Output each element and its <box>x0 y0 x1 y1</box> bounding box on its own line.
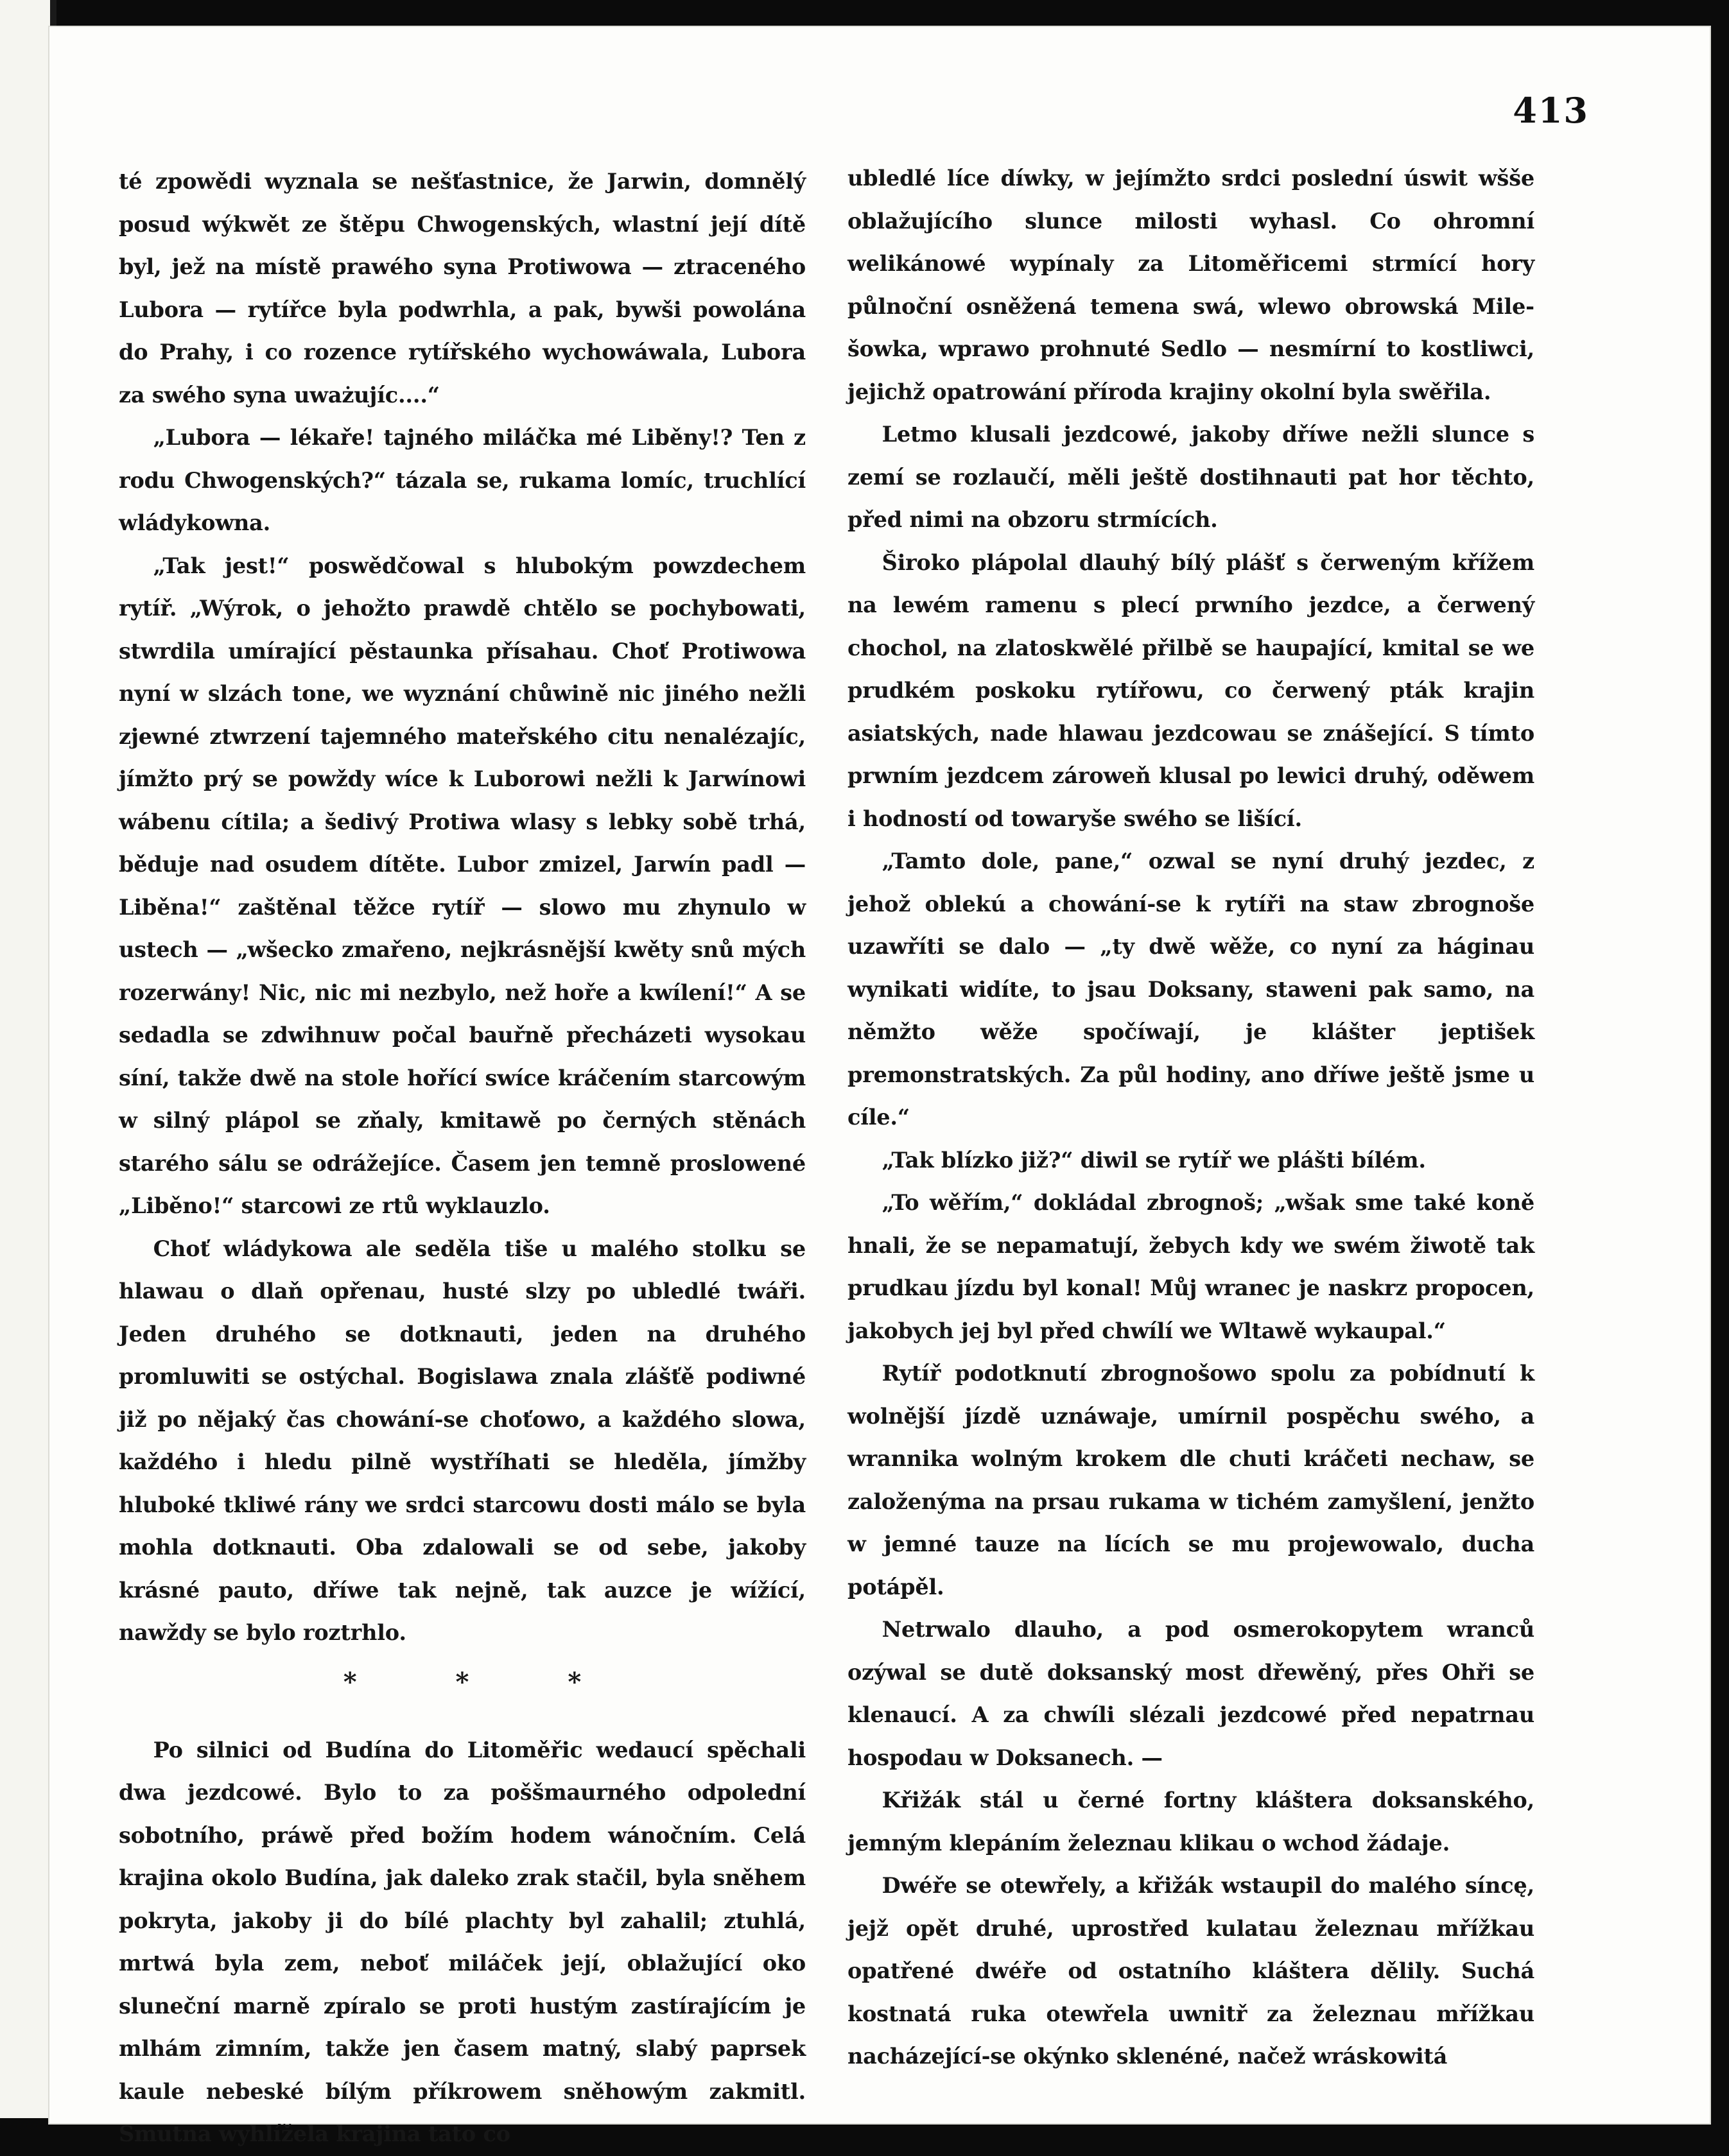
right-text-column <box>847 157 1534 2078</box>
paragraph: Po silnici od Budína do Litoměřic wedaucí spěchali dwa jezdcowé. Bylo to za poššmaurného odpolední sobotního, práwě před božím hodem wánočním. Celá krajina okolo Budína, jak daleko zrak stačil, byla sněhem pokryta, jakoby ji do bílé plachty byl zahalil; ztuhlá, mrtwá byla zem, neboť miláček její, oblažující oko sluneční marně zpíralo se proti hustým zastírajícím je mlhám zimním, takže jen časem matný, slabý paprsek kaule nebeské bílým příkrowem sněhowým zakmitl. Smutna wyhlížela krajina tato co <box>119 1737 806 2146</box>
paragraph: „To wěřím,“ dokládal zbrognoš; „wšak sme také koně hnali, že se nepamatují, žebych kdy we swém žiwotě tak prudkau jízdu byl konal! Můj wranec je naskrz propocen, jakobych jej byl před chwílí we Wltawě wykaupal.“ <box>847 1190 1534 1343</box>
paragraph: Choť wládykowa ale seděla tiše u malého stolku se hlawau o dlaň opřenau, husté slzy po ubledlé twáři. Jeden druhého se dotknauti, jeden na druhého promluwiti se ostýchal. Bogislawa znala zlášťě podiwné již po nějaký čas chowání-se choťowo, a každého slowa, každého i hledu pilně wystříhati se hleděla, jímžby hluboké tkliwé rány we srdci starcowu dosti málo se byla mohla dotknauti. Oba zdalowali se od sebe, jakoby krásné pauto, dříwe tak nejně, tak auzce je wížící, nawždy se bylo roztrhlo. <box>119 1236 806 1645</box>
paragraph: Dwéře se otewřely, a křižák wstaupil do malého síncę, jejž opět druhé, uprostřed kulatau železnau mřížkau opatřené dwéře od ostatního kláštera dělily. Suchá kostnatá ruka otewřela uwnitř za železnau mřížkau nacházející-se okýnko sklenéné, načež wráskowitá <box>847 1873 1534 2069</box>
paragraph: Široko plápolal dlauhý bílý plášť s čerweným křížem na lewém ramenu s plecí prwního jezdce, a čerwený chochol, na zlatoskwělé přilbě se haupající, kmital se we prudkém poskoku rytířowu, co čerwený pták krajin asiatských, nade hlawau jezdcowau se znášející. S tímto prwním jezdcem zároweň klusal po lewici druhý, oděwem i hodností od towaryše swého se lišící. <box>847 549 1534 831</box>
page-number: 413 <box>1513 90 1589 131</box>
section-separator: * * * <box>343 1666 627 1697</box>
paragraph: Letmo klusali jezdcowé, jakoby dříwe nežli slunce s zemí se rozlaučí, měli ještě dostihnauti pat hor těchto, před nimi na obzoru strmících. <box>847 422 1534 532</box>
paragraph: Rytíř podotknutí zbrognošowo spolu za pobídnutí k wolnější jízdě uznáwaje, umírnil pospěchu swého, a wrannika wolným krokem dle chuti kráčeti nechaw, se založenýma na prsau rukama w tichém zamyšlení, jenžto w jemné tauze na lících se mu projewowalo, ducha potápěl. <box>847 1361 1534 1600</box>
paragraph: Netrwalo dlauho, a pod osmerokopytem wranců ozýwal se dutě doksanský most dřewěný, přes Ohři se klenaucí. A za chwíli slézali jezdcowé před nepatrnau hospodau w Doksanech. — <box>847 1617 1534 1770</box>
left-text-column <box>119 160 806 2156</box>
paragraph: ubledlé líce díwky, w jejímžto srdci poslední úswit wšše oblažujícího slunce milosti wyhasl. Co ohromní welikánowé wypínaly za Litoměřicemi strmící hory půlnoční osněžená temena swá, wlewo obrowská Milešowka, wprawo prohnuté Sedlo — nesmírní to kostliwci, jejichž opatrowání příroda krajiny okolní byla swěřila. <box>847 166 1534 404</box>
paragraph: „Tamto dole, pane,“ ozwal se nyní druhý jezdec, z jehož oblekú a chowání-se k rytíři na staw zbrognoše uzawříti se dalo — „ty dwě wěže, co nyní za háginau wynikati widíte, to jsau Doksany, staweni pak samo, na němžto wěže spočíwají, je klášter jeptišek premonstratských. Za půl hodiny, ano dříwe ještě jsme u cíle.“ <box>847 849 1534 1130</box>
paragraph: „Lubora — lékaře! tajného miláčka mé Liběny!? Ten z rodu Chwogenských?“ tázala se, rukama lomíc, truchlící wládykowna. <box>119 425 806 535</box>
paragraph: té zpowědi wyznala se nešťastnice, že Jarwin, domnělý posud wýkwět ze štěpu Chwogenských, wlastní její dítě byl, jež na místě prawého syna Protiwowa — ztraceného Lubora — rytířce byla podwrhla, a pak, bywši powolána do Prahy, i co rozence rytířského wychowáwala, Lubora za swého syna uważujíc....“ <box>119 169 806 408</box>
paragraph: „Tak jest!“ poswědčowal s hlubokým powzdechem rytíř. „Wýrok, o jehožto prawdě chtělo se pochybowati, stwrdila umírající pěstaunka přísahau. Choť Protiwowa nyní w slzách tone, we wyznání chůwině nic jiného nežli zjewné ztwrzení tajemného mateřského citu nenalézajíc, jímžto prý se powždy wíce k Luborowi nežli k Jarwínowi wábenu cítila; a šedivý Protiwa wlasy s lebky sobě trhá, běduje nad osudem dítěte. Lubor zmizel, Jarwín padl — Liběna!“ zaštěnal těžce rytíř — slowo mu zhynulo w ustech — „wšecko zmařeno, nejkrásnější kwěty snů mých rozerwány! Nic, nic mi nezbylo, než hoře a kwílení!“ A se sedadla se zdwihnuw počal bauřně přecházeti wysokau síní, takže dwě na stole hořící swíce kráčením starcowým w silný plápol se zňaly, kmitawě po černých stěnách starého sálu se odrážejíce. Časem jen temně proslowené „Liběno!“ starcowi ze rtů wyklauzlo. <box>119 553 806 1218</box>
paragraph: „Tak blízko již?“ diwil se rytíř we plášti bílém. <box>882 1147 1426 1173</box>
book-page <box>48 26 1711 2146</box>
paragraph: Křižák stál u černé fortny kláštera doksanského, jemným klepáním železnau klikau o wchod žádaje. <box>847 1788 1534 1856</box>
